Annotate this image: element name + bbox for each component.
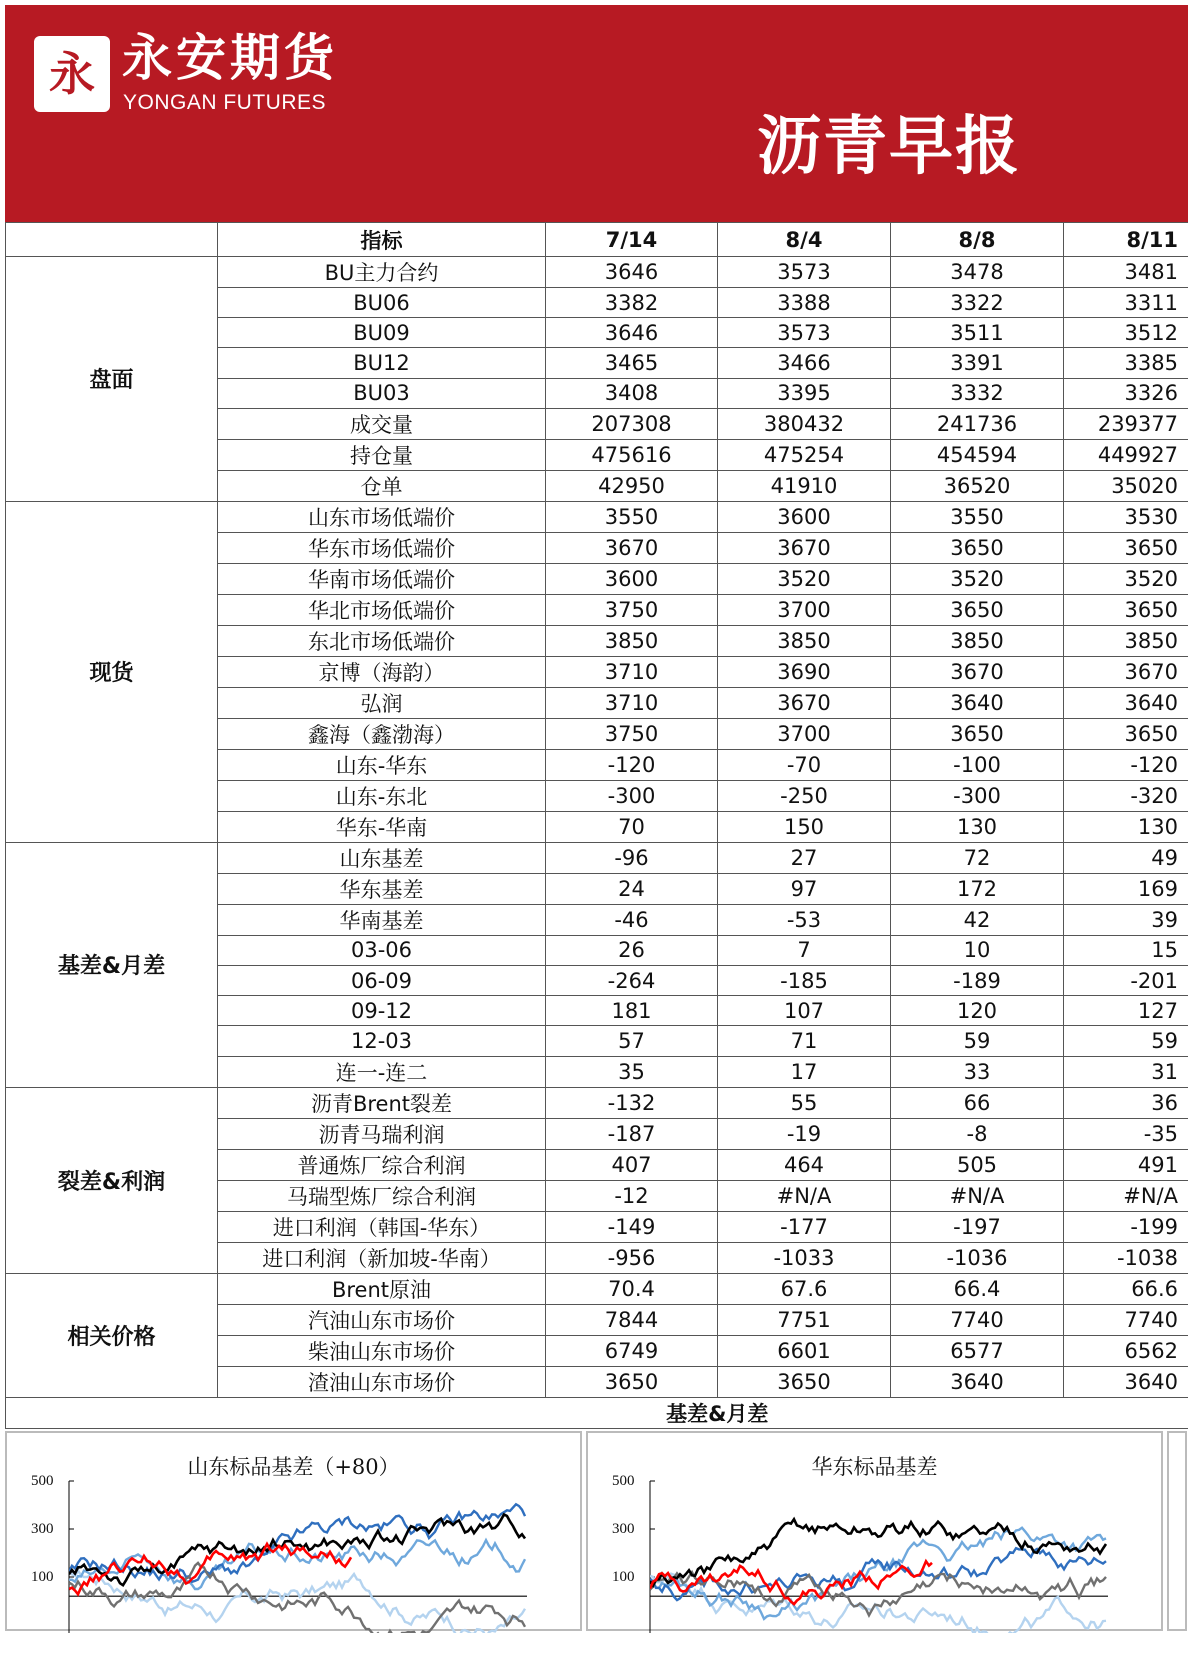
value-cell: 454594 [891,439,1064,470]
indicator-label: 进口利润（韩国-华东） [218,1211,546,1242]
value-cell: 3550 [546,501,718,532]
table-header-row [6,223,1188,257]
value-cell: 6577 [891,1335,1064,1366]
column-header: 8/11 [1064,223,1188,257]
value-cell: -120 [1064,749,1188,780]
indicator-label: 京博（海韵） [218,656,546,687]
indicator-label: 沥青马瑞利润 [218,1118,546,1149]
value-cell: 6562 [1064,1335,1188,1366]
y-tick: 300 [31,1520,54,1537]
value-cell: 24 [546,873,718,904]
table-row [6,842,1188,873]
value-cell: 7740 [891,1304,1064,1335]
brand-logo-icon [34,36,110,112]
indicator-label: 渣油山东市场价 [218,1366,546,1397]
indicator-label: 03-06 [218,935,546,965]
value-cell: 3640 [1064,1366,1188,1397]
value-cell: 55 [718,1087,891,1118]
value-cell: 3388 [718,288,891,318]
value-cell: 10 [891,935,1064,965]
indicator-label: 06-09 [218,965,546,995]
value-cell: 3382 [546,288,718,318]
value-cell: -264 [546,965,718,995]
value-cell: 491 [1064,1149,1188,1180]
value-cell: -53 [718,904,891,935]
indicator-label: 普通炼厂综合利润 [218,1149,546,1180]
value-cell: 3670 [718,532,891,563]
value-cell: 36520 [891,470,1064,501]
value-cell: 181 [546,996,718,1026]
indicator-label: 12-03 [218,1026,546,1056]
value-cell: -177 [718,1211,891,1242]
value-cell: 3520 [891,563,1064,594]
value-cell: #N/A [1064,1180,1188,1211]
value-cell: 42950 [546,470,718,501]
value-cell: 3640 [891,687,1064,718]
value-cell: -12 [546,1180,718,1211]
value-cell: 172 [891,873,1064,904]
indicator-label: 进口利润（新加坡-华南） [218,1242,546,1273]
value-cell: -187 [546,1118,718,1149]
value-cell: 66 [891,1087,1064,1118]
y-tick: 300 [612,1520,635,1537]
value-cell: 3481 [1064,257,1188,288]
value-cell: 3750 [546,718,718,749]
column-header: 8/8 [891,223,1064,257]
value-cell: 3650 [1064,532,1188,563]
value-cell: 3850 [891,625,1064,656]
value-cell: 3710 [546,656,718,687]
category-cell: 裂差&利润 [6,1087,218,1273]
column-header: 指标 [218,223,546,257]
indicator-label: Brent原油 [218,1273,546,1304]
value-cell: 3850 [718,625,891,656]
value-cell: #N/A [718,1180,891,1211]
value-cell: 449927 [1064,439,1188,470]
value-cell: -189 [891,965,1064,995]
value-cell: 407 [546,1149,718,1180]
report-page [5,5,1188,1631]
indicator-label: 仓单 [218,470,546,501]
table-row [6,1087,1188,1118]
value-cell: -35 [1064,1118,1188,1149]
value-cell: -46 [546,904,718,935]
value-cell: 36 [1064,1087,1188,1118]
indicator-label: 柴油山东市场价 [218,1335,546,1366]
value-cell: 3650 [891,594,1064,625]
value-cell: -1038 [1064,1242,1188,1273]
value-cell: 35020 [1064,470,1188,501]
indicator-label: 沥青Brent裂差 [218,1087,546,1118]
value-cell: 380432 [718,408,891,439]
value-cell: -8 [891,1118,1064,1149]
indicator-label: 华东-华南 [218,811,546,842]
value-cell: 3530 [1064,501,1188,532]
indicator-label: 09-12 [218,996,546,1026]
value-cell: 107 [718,996,891,1026]
value-cell: 3650 [1064,718,1188,749]
value-cell: -300 [891,780,1064,811]
value-cell: 3646 [546,257,718,288]
value-cell: 3311 [1064,288,1188,318]
value-cell: 3646 [546,318,718,348]
indicator-label: 山东-华东 [218,749,546,780]
value-cell: 3326 [1064,378,1188,408]
value-cell: 3670 [1064,656,1188,687]
chart-partial [1167,1431,1187,1631]
value-cell: 3512 [1064,318,1188,348]
indicator-label: 连一-连二 [218,1056,546,1087]
value-cell: #N/A [891,1180,1064,1211]
value-cell: 3690 [718,656,891,687]
value-cell: 3478 [891,257,1064,288]
value-cell: 3322 [891,288,1064,318]
data-table [5,222,1188,1429]
value-cell: 3750 [546,594,718,625]
chart-title: 山东标品基差（+80） [187,1454,400,1479]
header-banner [5,5,1188,222]
value-cell: 59 [891,1026,1064,1056]
indicator-label: 华南基差 [218,904,546,935]
value-cell: -320 [1064,780,1188,811]
indicator-label: 华东基差 [218,873,546,904]
indicator-label: BU06 [218,288,546,318]
charts-section-title-row [6,1397,1188,1428]
value-cell: -100 [891,749,1064,780]
logo-glyph: 永 [49,47,95,101]
value-cell: 3700 [718,718,891,749]
value-cell: 3465 [546,348,718,378]
value-cell: -120 [546,749,718,780]
value-cell: 3395 [718,378,891,408]
indicator-label: 马瑞型炼厂综合利润 [218,1180,546,1211]
value-cell: -1036 [891,1242,1064,1273]
value-cell: 120 [891,996,1064,1026]
value-cell: 3850 [1064,625,1188,656]
y-tick: 100 [612,1568,635,1585]
indicator-label: 汽油山东市场价 [218,1304,546,1335]
y-tick: 500 [31,1472,54,1489]
value-cell: -300 [546,780,718,811]
indicator-label: BU主力合约 [218,257,546,288]
category-cell: 盘面 [6,257,218,502]
value-cell: 3710 [546,687,718,718]
value-cell: 130 [1064,811,1188,842]
value-cell: -96 [546,842,718,873]
value-cell: 7740 [1064,1304,1188,1335]
value-cell: 42 [891,904,1064,935]
value-cell: 7844 [546,1304,718,1335]
chart-shandong-basis [5,1431,582,1631]
value-cell: 7 [718,935,891,965]
value-cell: 239377 [1064,408,1188,439]
value-cell: 3640 [891,1366,1064,1397]
category-cell: 相关价格 [6,1273,218,1397]
value-cell: -199 [1064,1211,1188,1242]
value-cell: 66.4 [891,1273,1064,1304]
value-cell: 35 [546,1056,718,1087]
series-line-prev1 [650,1519,1106,1585]
indicator-label: 鑫海（鑫渤海） [218,718,546,749]
value-cell: 464 [718,1149,891,1180]
value-cell: 3466 [718,348,891,378]
value-cell: 475254 [718,439,891,470]
value-cell: -197 [891,1211,1064,1242]
chart-title: 华东标品基差 [811,1454,938,1479]
table-row [6,257,1188,288]
value-cell: 169 [1064,873,1188,904]
value-cell: -1033 [718,1242,891,1273]
value-cell: -250 [718,780,891,811]
value-cell: -70 [718,749,891,780]
value-cell: 3511 [891,318,1064,348]
value-cell: 3520 [1064,563,1188,594]
value-cell: 70.4 [546,1273,718,1304]
value-cell: 70 [546,811,718,842]
value-cell: 6749 [546,1335,718,1366]
value-cell: 127 [1064,996,1188,1026]
value-cell: 6601 [718,1335,891,1366]
value-cell: 3650 [1064,594,1188,625]
indicator-label: 成交量 [218,408,546,439]
value-cell: -149 [546,1211,718,1242]
value-cell: -956 [546,1242,718,1273]
value-cell: 72 [891,842,1064,873]
value-cell: -19 [718,1118,891,1149]
column-header: 8/4 [718,223,891,257]
value-cell: 59 [1064,1026,1188,1056]
value-cell: 3640 [1064,687,1188,718]
value-cell: 3550 [891,501,1064,532]
value-cell: 57 [546,1026,718,1056]
value-cell: 207308 [546,408,718,439]
value-cell: 66.6 [1064,1273,1188,1304]
value-cell: 3650 [546,1366,718,1397]
value-cell: 41910 [718,470,891,501]
value-cell: 3670 [546,532,718,563]
value-cell: -132 [546,1087,718,1118]
indicator-label: 持仓量 [218,439,546,470]
value-cell: 3332 [891,378,1064,408]
table-row [6,501,1188,532]
indicator-label: 山东市场低端价 [218,501,546,532]
value-cell: 26 [546,935,718,965]
charts-section-title: 基差&月差 [6,1397,1188,1428]
chart-plot [588,1433,1165,1633]
chart-plot [7,1433,584,1633]
indicator-label: 华南市场低端价 [218,563,546,594]
value-cell: 3600 [718,501,891,532]
value-cell: 3391 [891,348,1064,378]
value-cell: 15 [1064,935,1188,965]
indicator-label: 山东-东北 [218,780,546,811]
value-cell: 3670 [891,656,1064,687]
column-header [6,223,218,257]
table-row [6,1273,1188,1304]
table-body [6,257,1188,1429]
value-cell: 3700 [718,594,891,625]
value-cell: 241736 [891,408,1064,439]
value-cell: 475616 [546,439,718,470]
value-cell: 3850 [546,625,718,656]
indicator-label: BU03 [218,378,546,408]
value-cell: 3650 [891,718,1064,749]
value-cell: -185 [718,965,891,995]
value-cell: 71 [718,1026,891,1056]
indicator-label: 山东基差 [218,842,546,873]
value-cell: 3408 [546,378,718,408]
charts-row [5,1431,1188,1631]
value-cell: 130 [891,811,1064,842]
value-cell: 3650 [718,1366,891,1397]
indicator-label: 华北市场低端价 [218,594,546,625]
value-cell: 3573 [718,257,891,288]
value-cell: 49 [1064,842,1188,873]
category-cell: 基差&月差 [6,842,218,1087]
value-cell: 3385 [1064,348,1188,378]
value-cell: 3520 [718,563,891,594]
chart-east-china-basis [586,1431,1163,1631]
y-tick: 100 [31,1568,54,1585]
value-cell: 150 [718,811,891,842]
value-cell: 3573 [718,318,891,348]
value-cell: 17 [718,1056,891,1087]
value-cell: 27 [718,842,891,873]
value-cell: 3600 [546,563,718,594]
value-cell: 3670 [718,687,891,718]
value-cell: 33 [891,1056,1064,1087]
value-cell: 67.6 [718,1273,891,1304]
y-tick: 500 [612,1472,635,1489]
brand-name-en: YONGAN FUTURES [123,91,327,114]
indicator-label: 弘润 [218,687,546,718]
value-cell: 3650 [891,532,1064,563]
value-cell: 97 [718,873,891,904]
value-cell: 39 [1064,904,1188,935]
value-cell: 7751 [718,1304,891,1335]
indicator-label: 东北市场低端价 [218,625,546,656]
brand-name-cn: 永安期货 [122,29,338,87]
column-header: 7/14 [546,223,718,257]
report-title: 沥青早报 [757,110,1021,184]
value-cell: 505 [891,1149,1064,1180]
category-cell: 现货 [6,501,218,842]
indicator-label: BU09 [218,318,546,348]
indicator-label: BU12 [218,348,546,378]
value-cell: 31 [1064,1056,1188,1087]
value-cell: -201 [1064,965,1188,995]
indicator-label: 华东市场低端价 [218,532,546,563]
